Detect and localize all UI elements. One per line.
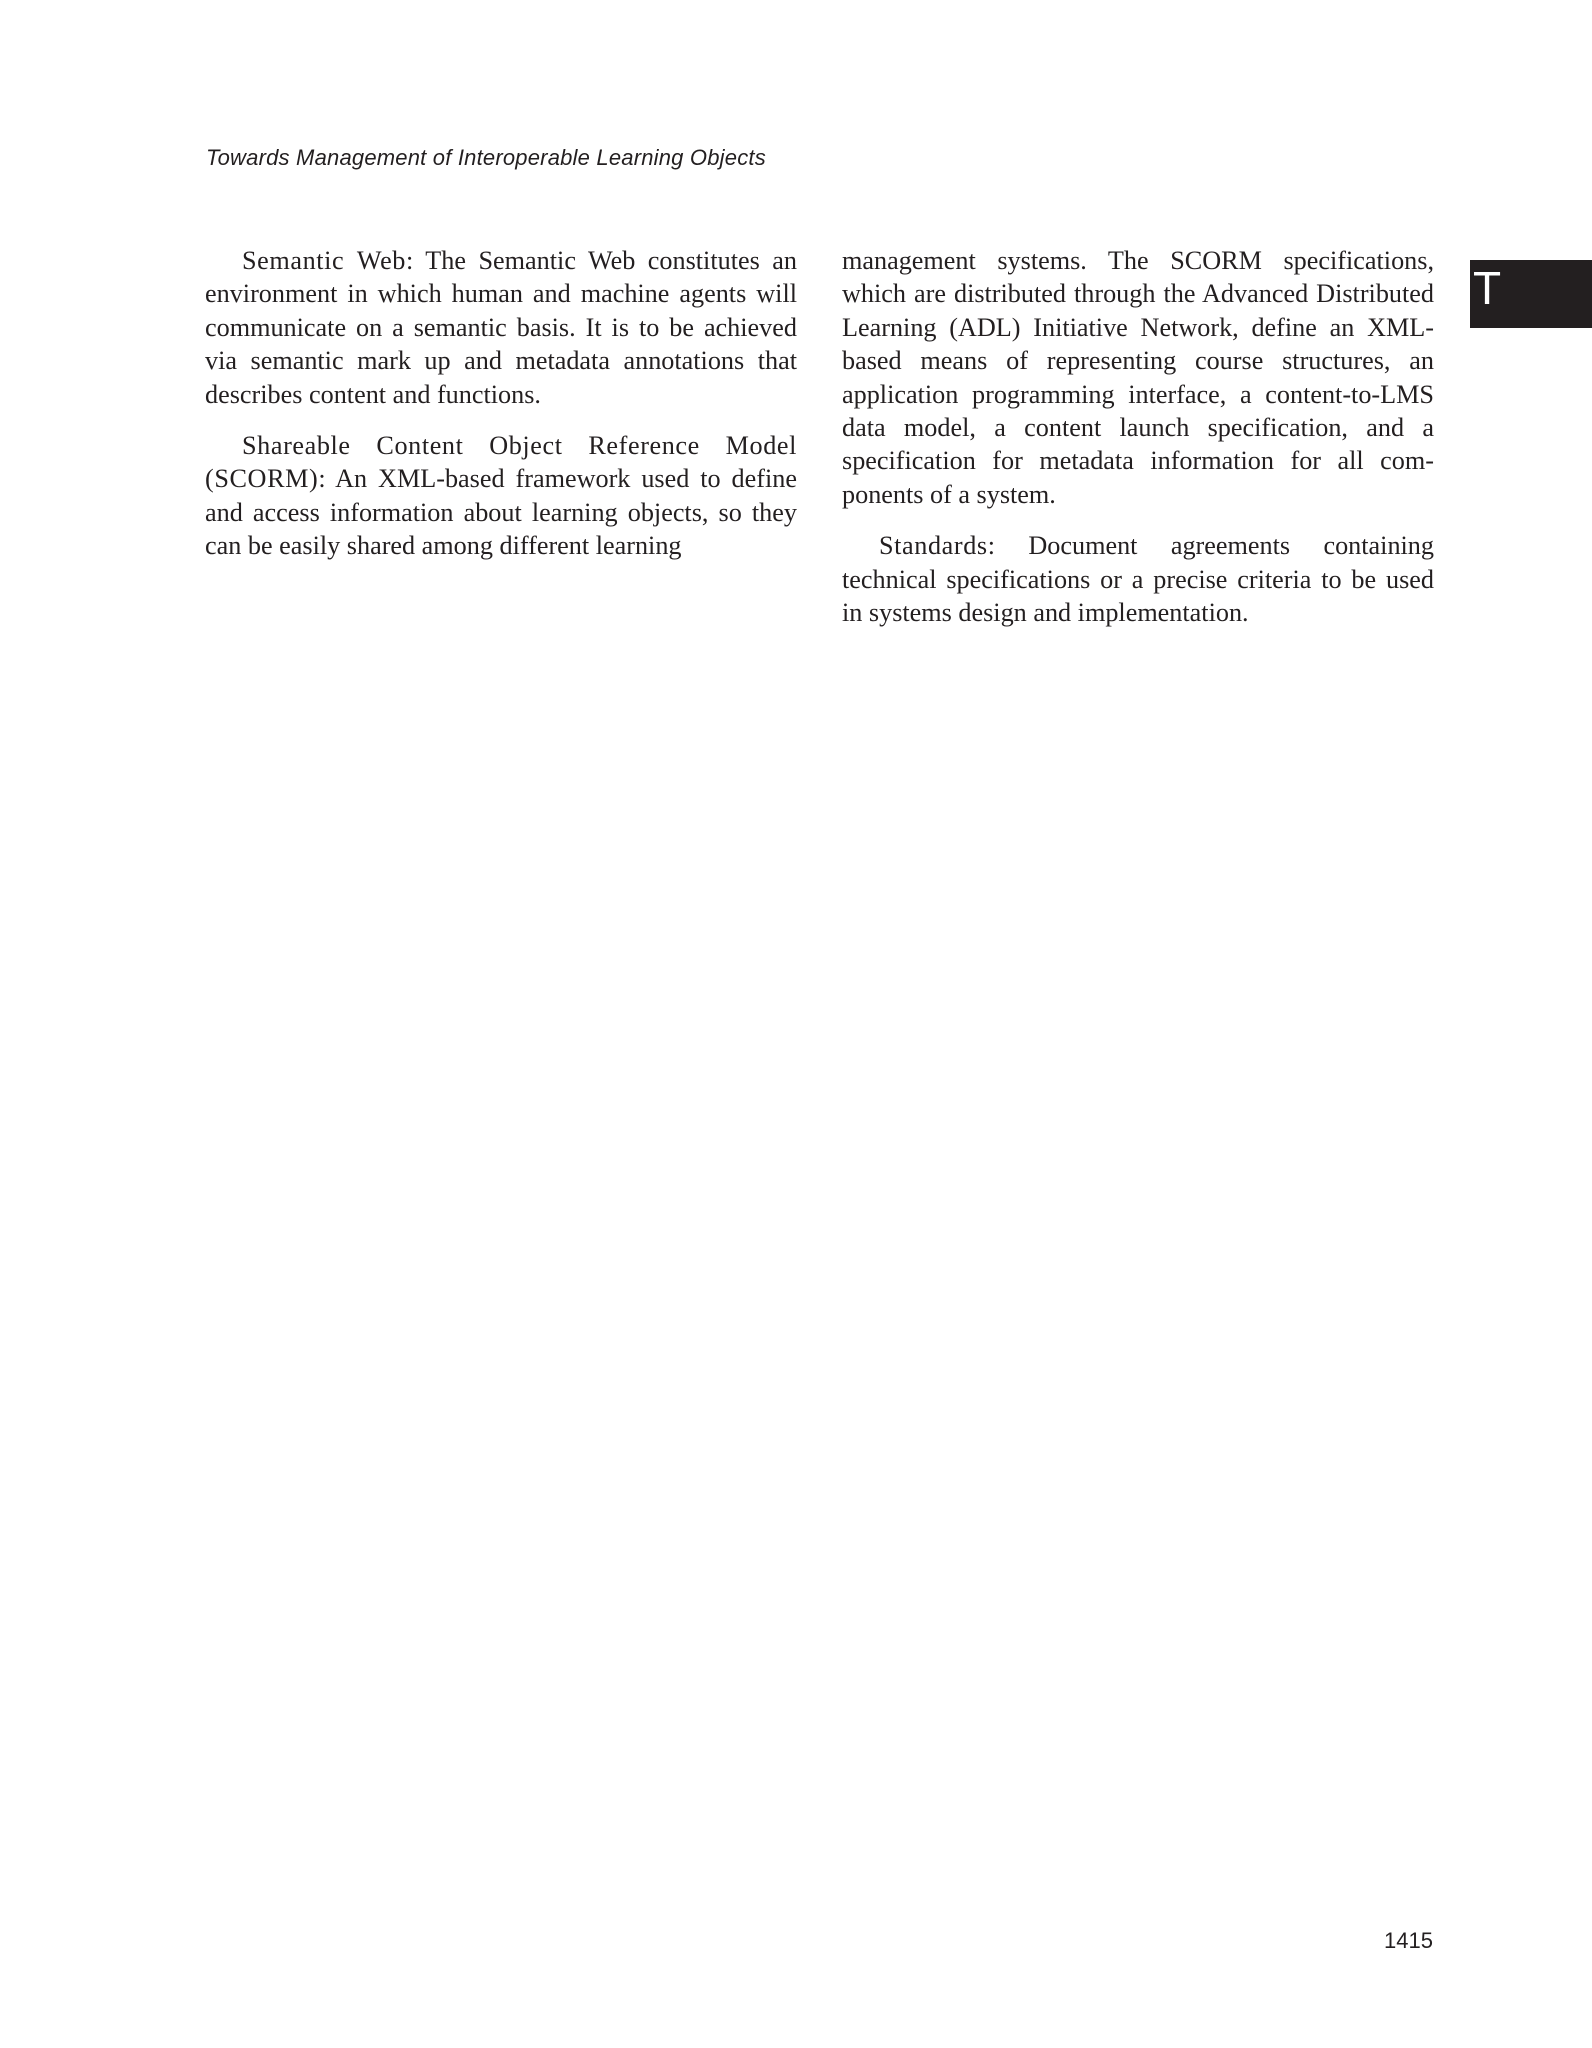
glossary-definition: : An XML-based framework used to define and access information about learning objects, so they can be easily shared among different learning (205, 464, 797, 561)
glossary-definition-continuation: management systems. The SCORM specifications, which are distributed through the Advanced Distributed Learning (ADL) Initiative Network, define an XML-based means of representing course structures, an application programming interface, a content-to-LMS data model, a content launch specification, and a specification for metadata information for all components of a system. (842, 246, 1434, 509)
glossary-entry-standards (842, 529, 1434, 629)
glossary-entry-scorm-continued (842, 244, 1434, 511)
glossary-definition: : Document agreements containing technical specifications or a precise criteria to be used in systems design and implementation. (842, 531, 1434, 628)
glossary-term: Semantic Web (242, 246, 406, 275)
section-tab-letter: T (1473, 262, 1502, 314)
glossary-entry-scorm (205, 429, 797, 563)
glossary-entry-semantic-web (205, 244, 797, 411)
running-head-title: Towards Management of Interoperable Learning Objects (206, 145, 766, 170)
glossary-term: Shareable Content Object Reference Model (SCORM) (205, 431, 797, 494)
right-column (842, 244, 1434, 647)
page-number: 1415 (1384, 1928, 1433, 1953)
left-column (205, 244, 797, 581)
glossary-term: Standards (879, 531, 988, 561)
glossary-definition: : The Semantic Web constitutes an environment in which human and machine agents will communicate on a semantic basis. It is to be achieved via semantic mark up and metadata annotations that describes content and functions. (205, 246, 797, 409)
